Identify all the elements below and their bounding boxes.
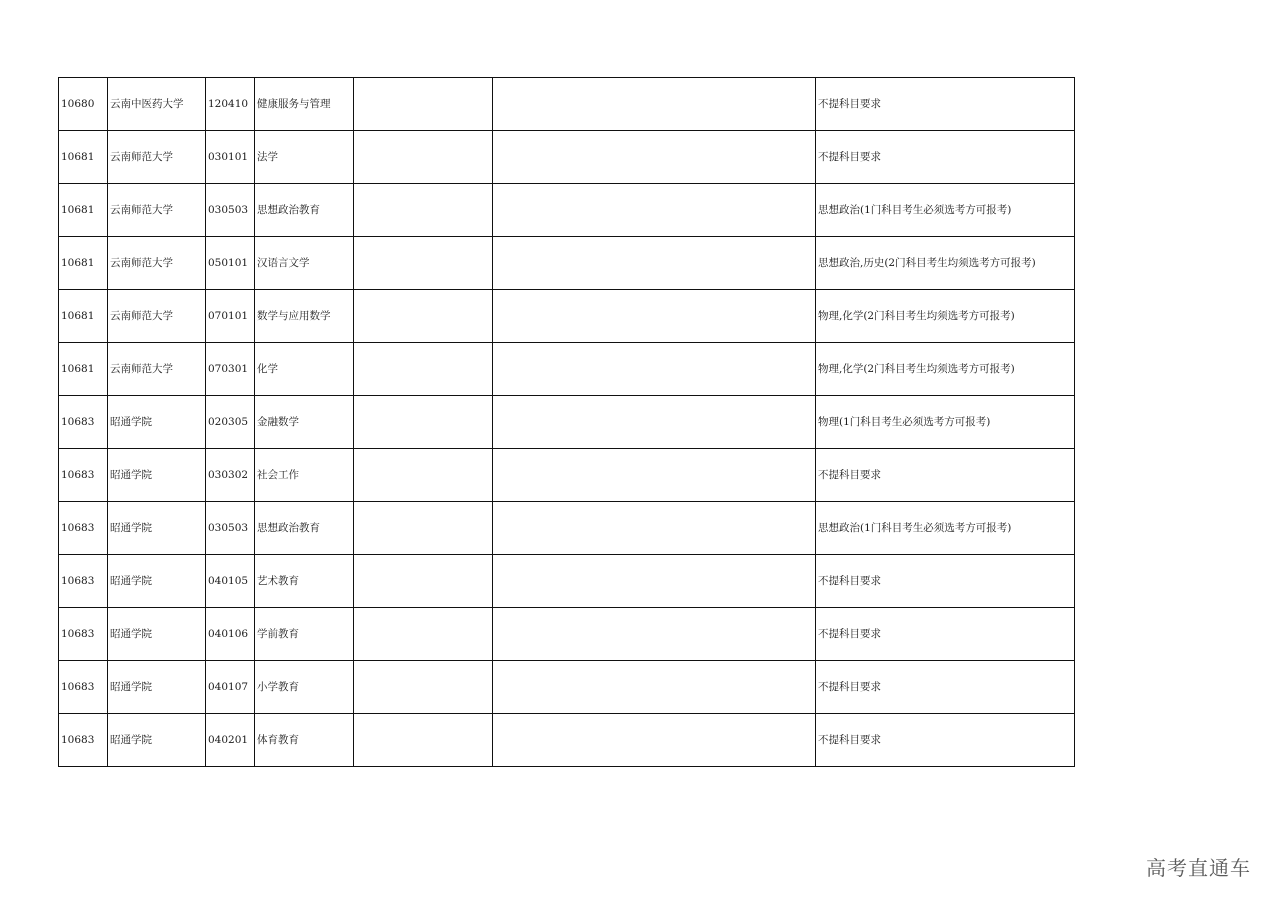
cell-empty-5 xyxy=(354,184,493,237)
subject-requirements-table xyxy=(58,77,1075,767)
cell-subject-requirement: 思想政治(1门科目考生必须选考方可报考) xyxy=(816,502,1075,555)
cell-major-name: 金融数学 xyxy=(255,396,354,449)
cell-subject-requirement: 不提科目要求 xyxy=(816,449,1075,502)
cell-school-code: 10681 xyxy=(59,184,108,237)
cell-empty-5 xyxy=(354,396,493,449)
cell-major-name: 社会工作 xyxy=(255,449,354,502)
cell-school-code: 10681 xyxy=(59,343,108,396)
cell-subject-requirement: 物理(1门科目考生必须选考方可报考) xyxy=(816,396,1075,449)
cell-school-code: 10680 xyxy=(59,78,108,131)
table-row xyxy=(59,714,1075,767)
cell-subject-requirement: 思想政治,历史(2门科目考生均须选考方可报考) xyxy=(816,237,1075,290)
cell-school-name: 云南师范大学 xyxy=(108,290,206,343)
cell-school-name: 云南师范大学 xyxy=(108,237,206,290)
cell-major-name: 艺术教育 xyxy=(255,555,354,608)
cell-major-code: 050101 xyxy=(206,237,255,290)
table-row xyxy=(59,343,1075,396)
table-row xyxy=(59,396,1075,449)
cell-major-code: 120410 xyxy=(206,78,255,131)
cell-school-code: 10683 xyxy=(59,608,108,661)
cell-school-code: 10683 xyxy=(59,555,108,608)
cell-major-code: 070301 xyxy=(206,343,255,396)
cell-school-code: 10683 xyxy=(59,661,108,714)
cell-empty-5 xyxy=(354,661,493,714)
cell-subject-requirement: 不提科目要求 xyxy=(816,661,1075,714)
cell-major-code: 030302 xyxy=(206,449,255,502)
cell-school-code: 10681 xyxy=(59,237,108,290)
cell-empty-6 xyxy=(493,343,816,396)
cell-school-code: 10683 xyxy=(59,449,108,502)
cell-school-code: 10683 xyxy=(59,714,108,767)
cell-empty-5 xyxy=(354,555,493,608)
cell-empty-6 xyxy=(493,608,816,661)
cell-school-code: 10681 xyxy=(59,131,108,184)
cell-empty-5 xyxy=(354,714,493,767)
cell-major-code: 040105 xyxy=(206,555,255,608)
cell-empty-6 xyxy=(493,290,816,343)
cell-major-code: 030101 xyxy=(206,131,255,184)
cell-major-name: 数学与应用数学 xyxy=(255,290,354,343)
cell-major-name: 汉语言文学 xyxy=(255,237,354,290)
cell-school-name: 昭通学院 xyxy=(108,661,206,714)
cell-major-name: 学前教育 xyxy=(255,608,354,661)
cell-subject-requirement: 不提科目要求 xyxy=(816,131,1075,184)
cell-major-code: 030503 xyxy=(206,502,255,555)
cell-empty-6 xyxy=(493,661,816,714)
cell-major-name: 小学教育 xyxy=(255,661,354,714)
cell-school-name: 昭通学院 xyxy=(108,396,206,449)
table-row xyxy=(59,78,1075,131)
cell-empty-5 xyxy=(354,237,493,290)
cell-subject-requirement: 物理,化学(2门科目考生均须选考方可报考) xyxy=(816,290,1075,343)
cell-school-name: 昭通学院 xyxy=(108,449,206,502)
table-row xyxy=(59,449,1075,502)
cell-subject-requirement: 不提科目要求 xyxy=(816,608,1075,661)
cell-empty-6 xyxy=(493,714,816,767)
cell-major-code: 040201 xyxy=(206,714,255,767)
cell-major-name: 健康服务与管理 xyxy=(255,78,354,131)
cell-empty-6 xyxy=(493,555,816,608)
cell-school-code: 10681 xyxy=(59,290,108,343)
cell-school-name: 云南师范大学 xyxy=(108,184,206,237)
cell-subject-requirement: 思想政治(1门科目考生必须选考方可报考) xyxy=(816,184,1075,237)
cell-major-name: 体育教育 xyxy=(255,714,354,767)
cell-school-name: 昭通学院 xyxy=(108,502,206,555)
table-row xyxy=(59,184,1075,237)
cell-empty-5 xyxy=(354,608,493,661)
cell-empty-5 xyxy=(354,78,493,131)
cell-empty-6 xyxy=(493,502,816,555)
table-row xyxy=(59,555,1075,608)
cell-major-code: 070101 xyxy=(206,290,255,343)
cell-school-code: 10683 xyxy=(59,396,108,449)
table-row xyxy=(59,237,1075,290)
cell-major-name: 思想政治教育 xyxy=(255,502,354,555)
cell-school-name: 昭通学院 xyxy=(108,714,206,767)
cell-school-name: 昭通学院 xyxy=(108,555,206,608)
cell-school-name: 昭通学院 xyxy=(108,608,206,661)
cell-major-name: 法学 xyxy=(255,131,354,184)
cell-empty-6 xyxy=(493,78,816,131)
cell-school-code: 10683 xyxy=(59,502,108,555)
cell-subject-requirement: 不提科目要求 xyxy=(816,78,1075,131)
cell-empty-5 xyxy=(354,343,493,396)
cell-major-name: 思想政治教育 xyxy=(255,184,354,237)
table-row xyxy=(59,502,1075,555)
table-row xyxy=(59,608,1075,661)
table-body xyxy=(59,78,1075,767)
cell-major-code: 020305 xyxy=(206,396,255,449)
cell-school-name: 云南中医药大学 xyxy=(108,78,206,131)
cell-empty-5 xyxy=(354,290,493,343)
cell-subject-requirement: 物理,化学(2门科目考生均须选考方可报考) xyxy=(816,343,1075,396)
cell-empty-6 xyxy=(493,184,816,237)
cell-major-code: 030503 xyxy=(206,184,255,237)
cell-school-name: 云南师范大学 xyxy=(108,131,206,184)
table-row xyxy=(59,661,1075,714)
cell-empty-5 xyxy=(354,449,493,502)
cell-empty-6 xyxy=(493,237,816,290)
cell-subject-requirement: 不提科目要求 xyxy=(816,555,1075,608)
cell-empty-6 xyxy=(493,131,816,184)
watermark-text: 高考直通车 xyxy=(1146,856,1251,880)
cell-major-code: 040106 xyxy=(206,608,255,661)
cell-subject-requirement: 不提科目要求 xyxy=(816,714,1075,767)
table-row xyxy=(59,131,1075,184)
table-row xyxy=(59,290,1075,343)
cell-empty-6 xyxy=(493,396,816,449)
cell-empty-5 xyxy=(354,131,493,184)
cell-empty-5 xyxy=(354,502,493,555)
cell-school-name: 云南师范大学 xyxy=(108,343,206,396)
cell-empty-6 xyxy=(493,449,816,502)
cell-major-code: 040107 xyxy=(206,661,255,714)
cell-major-name: 化学 xyxy=(255,343,354,396)
